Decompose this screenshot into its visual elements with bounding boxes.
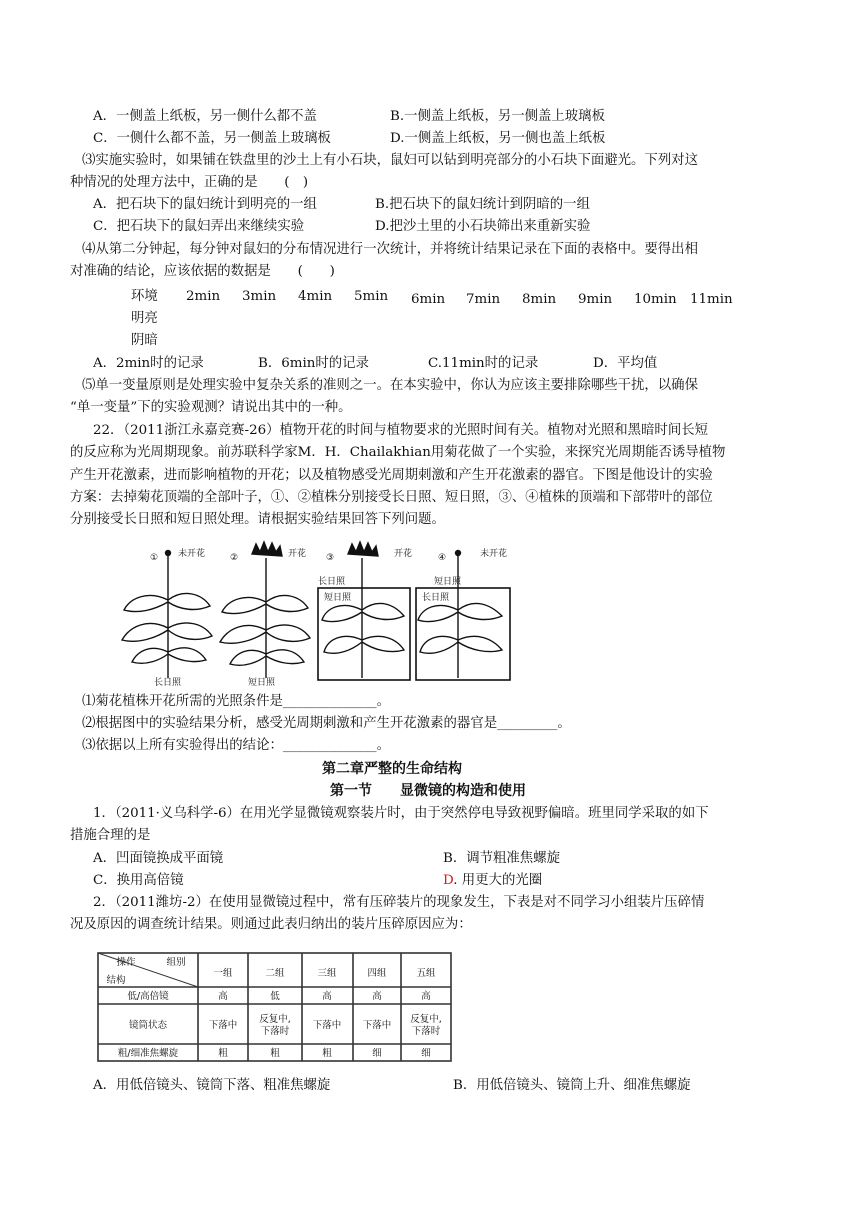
- q2-line1: 2．（2011潍坊-2）在使用显微镜过程中，常有压碎装片的现象发生，下表是对不同学习小组装片压碎情: [93, 895, 705, 910]
- q2-option-b: B．用低倍镜头、镜筒上升、细准焦螺旋: [453, 1078, 691, 1093]
- plant-2-bottom: 短日照: [248, 678, 276, 688]
- survey-row2-label: 镜筒状态: [128, 1020, 168, 1031]
- q21-sub3-option-a: A．把石块下的鼠妇统计到明亮的一组: [93, 197, 317, 212]
- survey-cell-line: 下落时: [411, 1026, 441, 1037]
- q22-sub3: ⑶依据以上所有实验得出的结论：______________。: [82, 738, 390, 753]
- q1-line2: 措施合理的是: [70, 828, 151, 843]
- survey-row1-label: 低/高倍镜: [127, 991, 169, 1002]
- plant-1-number: ①: [150, 553, 159, 563]
- q2-option-a: A．用低倍镜头、镜筒下落、粗准焦螺旋: [93, 1078, 331, 1093]
- q21-sub3-line2: 种情况的处理方法中，正确的是 ( ): [70, 175, 309, 190]
- record-table-header-col: 5min: [354, 289, 389, 304]
- plant-3-label: 开花: [394, 549, 413, 559]
- q1-option-a: A．凹面镜换成平面镜: [93, 851, 224, 866]
- record-table-header-col: 3min: [242, 289, 277, 304]
- q22-sub2: ⑵根据图中的实验结果分析，感受光周期刺激和产生开花激素的器官是_________。: [82, 716, 571, 731]
- survey-cell: 细: [421, 1048, 431, 1059]
- record-table-row-bright: 明亮: [131, 311, 158, 326]
- plant-4-box: 长日照: [422, 593, 450, 603]
- survey-cell-line: 下落时: [260, 1026, 290, 1037]
- q21-sub3-option-c: C．把石块下的鼠妇弄出来继续实验: [93, 219, 305, 234]
- survey-cell-line: 反复中,: [259, 1014, 291, 1025]
- record-table-row-dark: 阴暗: [131, 333, 158, 348]
- survey-cell-line: 反复中,: [410, 1014, 442, 1025]
- survey-corner-top: 操作: [116, 957, 136, 968]
- plant-1-label: 未开花: [178, 549, 206, 559]
- q1-option-c: C．换用高倍镜: [93, 873, 184, 888]
- survey-cell: 下落中: [362, 1020, 392, 1031]
- survey-cell: 高: [218, 991, 228, 1002]
- plant-3-top: 长日照: [318, 577, 346, 587]
- survey-cell: 高: [372, 991, 382, 1002]
- record-table-header-col: 4min: [298, 289, 333, 304]
- q1-option-d-letter: D: [443, 873, 454, 888]
- q21-option-d: D.一侧盖上纸板，另一侧也盖上纸板: [390, 131, 606, 146]
- plant-4-top: 短日照: [434, 577, 462, 587]
- chapter-title: 第二章严整的生命结构: [322, 761, 462, 777]
- q21-sub5-line1: ⑸单一变量原则是处理实验中复杂关系的准则之一。在本实验中，你认为应该主要排除哪些干扰，以确保: [82, 378, 698, 393]
- plant-2-number: ②: [230, 553, 239, 563]
- survey-cell-multiline: [259, 1013, 291, 1037]
- survey-cell: 粗: [270, 1048, 280, 1059]
- plant-3-box: 短日照: [324, 593, 352, 603]
- plant-1-bottom: 长日照: [154, 678, 182, 688]
- survey-row3-label: 粗/细准焦螺旋: [117, 1048, 179, 1059]
- survey-group-header: 一组: [213, 968, 233, 979]
- q22-line: 的反应称为光周期现象。前苏联科学家M．H．Chailakhian用菊花做了一个实验，来探究光周期能否诱导植物: [70, 445, 726, 460]
- q21-sub4-option-b: B．6min时的记录: [258, 356, 369, 371]
- survey-cell: 下落中: [312, 1020, 342, 1031]
- q22-sub1: ⑴菊花植株开花所需的光照条件是______________。: [82, 694, 390, 709]
- plant-2-label: 开花: [288, 549, 307, 559]
- survey-cell: 下落中: [208, 1020, 238, 1031]
- q1-line1: 1．（2011·义乌科学-6）在用光学显微镜观察装片时，由于突然停电导致视野偏暗。班里同学采取的如下: [93, 806, 709, 821]
- q21-sub4-option-c: C.11min时的记录: [428, 356, 539, 371]
- survey-corner-right: 组别: [166, 957, 186, 968]
- plant-3-number: ③: [326, 553, 335, 563]
- record-table-header-col: 7min: [466, 292, 501, 307]
- q22-line: 方案：去掉菊花顶端的全部叶子，①、②植株分别接受长日照、短日照，③、④植株的顶端和下部带叶的部位: [70, 490, 713, 505]
- q21-option-a: A．一侧盖上纸板，另一侧什么都不盖: [93, 109, 317, 124]
- q22-line: 分别接受长日照和短日照处理。请根据实验结果回答下列问题。: [70, 512, 445, 527]
- q21-option-c: C．一侧什么都不盖，另一侧盖上玻璃板: [93, 131, 331, 146]
- record-table-header-col: 9min: [578, 292, 613, 307]
- q21-sub3-line1: ⑶实施实验时，如果铺在铁盘里的沙土上有小石块，鼠妇可以钻到明亮部分的小石块下面避光。下列对这: [82, 153, 698, 168]
- survey-cell: 低: [270, 991, 280, 1002]
- q21-sub3-option-d: D.把沙土里的小石块筛出来重新实验: [375, 219, 591, 234]
- survey-cell: 高: [322, 991, 332, 1002]
- survey-group-header: 四组: [367, 968, 387, 979]
- q21-sub4-option-d: D．平均值: [593, 356, 658, 371]
- record-table-header-col: 8min: [522, 292, 557, 307]
- record-table-header-col: 6min: [411, 292, 446, 307]
- q1-option-d-text: . 用更大的光圈: [453, 873, 543, 888]
- survey-cell-multiline: [410, 1013, 442, 1037]
- q21-sub3-option-b: B.把石块下的鼠妇统计到阴暗的一组: [375, 197, 590, 212]
- q21-sub4-option-a: A．2min时的记录: [93, 356, 204, 371]
- survey-table: [96, 950, 456, 1066]
- survey-cell: 细: [372, 1048, 382, 1059]
- survey-group-header: 三组: [317, 968, 337, 979]
- survey-group-header: 五组: [416, 968, 436, 979]
- record-table-header-col: 2min: [186, 289, 221, 304]
- q1-option-b: B．调节粗准焦螺旋: [443, 851, 560, 866]
- section-title: 第一节 显微镜的构造和使用: [330, 783, 526, 799]
- q21-sub4-line2: 对准确的结论，应该依据的数据是 ( ): [70, 264, 335, 279]
- q2-line2: 况及原因的调查统计结果。则通过此表归纳出的装片压碎原因应为：: [70, 917, 472, 932]
- chrysanthemum-figure: [118, 540, 518, 688]
- q22-line: 产生开花激素，进而影响植物的开花；以及植物感受光周期刺激和产生开花激素的器官。下图是他设计的实验: [70, 468, 713, 483]
- q21-option-b: B.一侧盖上纸板，另一侧盖上玻璃板: [390, 109, 605, 124]
- q21-sub5-line2: “单一变量”下的实验观测？请说出其中的一种。: [70, 400, 352, 415]
- survey-cell: 粗: [322, 1048, 332, 1059]
- survey-cell: 高: [421, 991, 431, 1002]
- survey-corner-bottom: 结构: [106, 975, 126, 986]
- record-table-header-env: 环境: [131, 289, 158, 304]
- q1-option-d: [443, 872, 542, 890]
- plant-4-number: ④: [438, 553, 447, 563]
- record-table-header-col: 11min: [690, 292, 733, 307]
- survey-cell: 粗: [218, 1048, 228, 1059]
- q21-sub4-line1: ⑷从第二分钟起，每分钟对鼠妇的分布情况进行一次统计，并将统计结果记录在下面的表格中。要得出相: [82, 242, 698, 257]
- survey-group-header: 二组: [265, 968, 285, 979]
- record-table-header-col: 10min: [634, 292, 677, 307]
- plant-4-label: 未开花: [480, 549, 508, 559]
- q22-line: 22．（2011浙江永嘉竞赛-26）植物开花的时间与植物要求的光照时间有关。植物对光照和黑暗时间长短: [93, 423, 708, 438]
